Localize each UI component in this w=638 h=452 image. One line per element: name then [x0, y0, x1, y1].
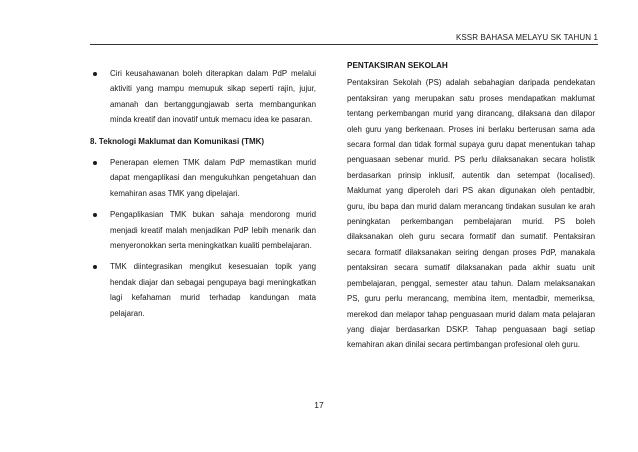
right-column	[347, 58, 595, 353]
bullet-tmk-2: Pengaplikasian TMK bukan sahaja mendorong murid menjadi kreatif malah menjadikan PdP lebih menarik dan menyeronokkan serta meningkatkan kualiti pembelajaran.	[92, 207, 316, 253]
bullet-tmk-3: TMK diintegrasikan mengikut kesesuaian topik yang hendak diajar dan sebagai pengupaya bagi meningkatkan lagi kefahaman murid terhadap kandungan mata pelajaran.	[92, 259, 316, 321]
page-number: 17	[314, 400, 324, 410]
left-column	[92, 58, 316, 327]
header-divider	[90, 44, 598, 45]
document-header: KSSR BAHASA MELAYU SK TAHUN 1	[455, 33, 598, 42]
assessment-paragraph: Pentaksiran Sekolah (PS) adalah sebahagian daripada pendekatan pentaksiran yang merupakan satu proses mendapatkan maklumat tentang perkembangan murid yang dirancang, dilaksana dan dilapor oleh guru yang berkenaan. Proses ini berlaku berterusan sama ada secara formal dan tidak formal supaya guru dapat menentukan tahap penguasaan sebenar murid. PS perlu dilaksanakan secara holistik berdasarkan prinsip inklusif, autentik dan setempat (localised). Maklumat yang diperoleh dari PS akan digunakan oleh pentadbir, guru, ibu bapa dan murid dalam merancang tindakan susulan ke arah peningkatan perkembangan pembelajaran murid. PS boleh dilaksanakan oleh guru secara formatif dan sumatif. Pentaksiran secara formatif dilaksanakan seiring dengan proses PdP, manakala pentaksiran secara sumatif dilaksanakan pada akhir suatu unit pembelajaran, penggal, semester atau tahun. Dalam melaksanakan PS, guru perlu merancang, membina item, mentadbir, memeriksa, merekod dan melapor tahap penguasaan murid dalam mata pelajaran yang diajar berdasarkan DSKP. Tahap penguasaan bagi setiap kemahiran akan dinilai secara pertimbangan profesional oleh guru.	[347, 78, 595, 350]
section-title-assessment: PENTAKSIRAN SEKOLAH	[347, 61, 448, 70]
bullet-entrepreneurship: Ciri keusahawanan boleh diterapkan dalam PdP melalui aktiviti yang mampu memupuk sikap seperti rajin, jujur, amanah dan bertanggungjawab serta membangunkan minda kreatif dan inovatif untuk memacu idea ke pasaran.	[92, 66, 316, 128]
section-heading-tmk: 8. Teknologi Maklumat dan Komunikasi (TMK)	[90, 136, 265, 146]
bullet-tmk-1: Penerapan elemen TMK dalam PdP memastikan murid dapat mengaplikasi dan mengukuhkan pengetahuan dan kemahiran asas TMK yang dipelajari.	[92, 155, 316, 201]
